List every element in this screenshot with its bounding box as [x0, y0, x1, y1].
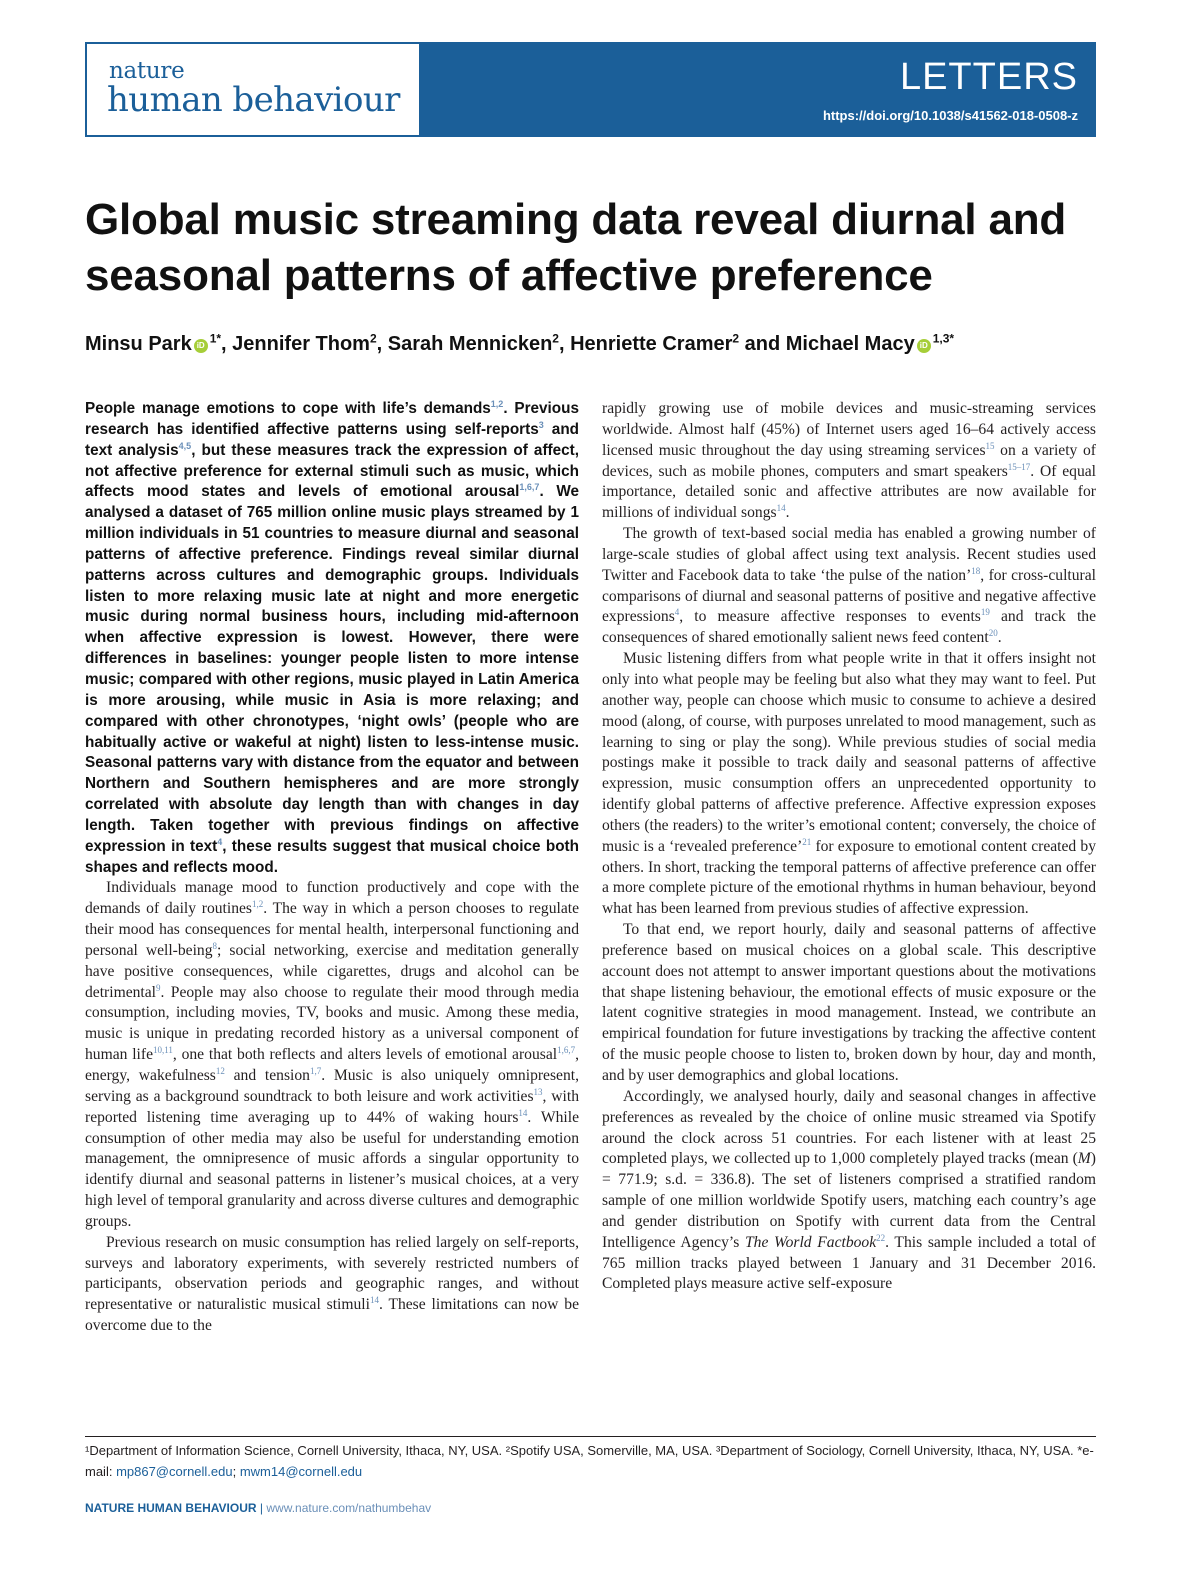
- orcid-icon[interactable]: iD: [194, 339, 208, 353]
- right-column: [602, 399, 1096, 1295]
- body-paragraph: To that end, we report hourly, daily and seasonal patterns of affective preference based on musical choices on a global scale. This descriptive account does not attempt to answer important questions about the motivations that shape listening behaviour, the emotional effects of music exposure or the latent cognitive strategies in mood management. Instead, we contribute an empirical foundation for future investigations by tracking the affective content of the music people choose to listen to, broken down by hour, day and month, and by user demographics and global locations.: [602, 921, 1096, 1084]
- citation-ref[interactable]: 22: [876, 1232, 886, 1243]
- email-link-1[interactable]: mp867@cornell.edu: [116, 1464, 233, 1479]
- author-affiliation-ref: 2: [369, 331, 377, 346]
- footer-url[interactable]: www.nature.com/nathumbehav: [266, 1501, 432, 1515]
- citation-ref[interactable]: 18: [971, 565, 981, 576]
- journal-header: [85, 42, 1096, 137]
- body-paragraph: Music listening differs from what people write in that it offers insight not only into what people may be feeling but also what they may want to feel. Put another way, people can choose which music to consume to achieve a desired mood (along, of course, with purposes unrelated to mood management, such as learning to sing or play the song). While previous studies of social media postings make it possible to track daily and seasonal patterns of affective expression, music consumption offers an unprecedented opportunity to identify global patterns of affective preference. Affective expression exposes others (the readers) to the writer’s emotional content; conversely, the choice of music is a ‘revealed preference’$^{21}$ for exposure to emotional content created by others. In short, tracking the temporal patterns of affective preference can offer a more complete picture of the emotional rhythms in human behaviour, beyond what has been learned from previous studies of affective expression.: [602, 650, 1096, 918]
- author-list: Minsu Park $iD^{1*}$, Jennifer Thom$^2$, Sarah Mennicken$^2$, Henriette Cramer$^2$ and Michael Macy $iD^{1,3*}$: [85, 331, 955, 355]
- footer-separator: |: [256, 1501, 267, 1515]
- citation-ref[interactable]: 9: [156, 982, 161, 993]
- citation-ref[interactable]: 13: [533, 1086, 543, 1097]
- right-body-text: [602, 399, 1096, 1295]
- affiliations-text: ¹Department of Information Science, Cornell University, Ithaca, NY, USA. ²Spotify USA, Somerville, MA, USA. ³Department of Sociology, Cornell University, Ithaca, NY, USA. *e-mail:: [85, 1443, 1094, 1479]
- header-banner: [419, 44, 1094, 135]
- italic-text: M: [1077, 1150, 1091, 1168]
- title-line-1: Global music streaming data reveal diurnal and: [85, 195, 1067, 244]
- citation-ref[interactable]: 8: [212, 940, 218, 951]
- author-affiliation-ref: 2: [732, 331, 740, 346]
- author-name: Sarah Mennicken: [387, 333, 553, 355]
- author-affiliation-ref: 1,3*: [932, 331, 955, 346]
- journal-name-small: nature: [109, 58, 185, 84]
- page-footer: [85, 1501, 431, 1515]
- footnote-divider: [85, 1436, 1096, 1437]
- title-line-2: seasonal patterns of affective preference: [85, 251, 933, 300]
- left-body-text: [85, 878, 579, 1337]
- citation-ref[interactable]: 1,7: [309, 1065, 322, 1076]
- citation-ref[interactable]: 4,5: [178, 440, 192, 451]
- email-separator: ;: [232, 1464, 240, 1479]
- affiliations-footnote: [85, 1440, 1096, 1482]
- author-name: Henriette Cramer: [570, 333, 733, 355]
- citation-ref[interactable]: 1,6,7: [519, 482, 540, 493]
- citation-ref[interactable]: 3: [538, 419, 544, 430]
- citation-ref[interactable]: 20: [988, 628, 998, 639]
- citation-ref[interactable]: 4: [217, 836, 223, 847]
- citation-ref[interactable]: 4: [674, 607, 680, 618]
- footer-journal: NATURE HUMAN BEHAVIOUR: [85, 1501, 257, 1515]
- author-affiliation-ref: 1*: [209, 331, 222, 346]
- body-paragraph: The growth of text-based social media has enabled a growing number of large-scale studies of global affect using text analysis. Recent studies used Twitter and Facebook data to take ‘the pulse of the nation’$^{18}$, for cross-cultural comparisons of diurnal and seasonal patterns of positive and negative affective expressions$^4$, to measure affective responses to events$^{19}$ and track the consequences of shared emotionally salient news feed content$^{20}$.: [602, 525, 1097, 647]
- citation-ref[interactable]: 21: [802, 836, 812, 847]
- abstract: People manage emotions to cope with life’s demands$^{1,2}$. Previous research has identified affective patterns using self-reports$^3$ and text analysis$^{4,5}$, but these measures track the expression of affect, not affective preference for external stimuli such as music, which affects mood states and levels of emotional arousal$^{1,6,7}$. We analysed a dataset of 765 million online music plays streamed by 1 million individuals in 51 countries to measure diurnal and seasonal patterns of affective preference. Findings reveal similar diurnal patterns across cultures and demographic groups. Individuals listen to more relaxing music late at night and more energetic music during normal business hours, including mid-afternoon when affective expression is lowest. However, there were differences in baselines: younger people listen to more intense music; compared with other regions, music played in Latin America is more arousing, while music in Asia is more relaxing; and compared with other chronotypes, ‘night owls’ (people who are habitually active or wakeful at night) listen to less-intense music. Seasonal patterns vary with distance from the equator and between Northern and Southern hemispheres and are more strongly correlated with absolute day length than with changes in day length. Taken together with previous findings on affective expression in text$^4$, these results suggest that musical choice both shapes and reflects mood.: [85, 398, 580, 876]
- citation-ref[interactable]: 1,2: [252, 899, 264, 910]
- citation-ref[interactable]: 14: [518, 1107, 528, 1118]
- citation-ref[interactable]: 19: [980, 607, 990, 618]
- left-column: [85, 399, 579, 1337]
- journal-name: human behaviour: [107, 80, 400, 120]
- section-label: LETTERS: [899, 56, 1078, 98]
- citation-ref[interactable]: 1,6,7: [557, 1044, 576, 1055]
- email-link-2[interactable]: mwm14@cornell.edu: [239, 1464, 363, 1479]
- citation-ref[interactable]: 14: [776, 503, 786, 514]
- author-name: Jennifer Thom: [232, 333, 370, 355]
- author-name: Michael Macy: [785, 333, 915, 355]
- article-title: [85, 192, 1105, 304]
- body-paragraph: Previous research on music consumption has relied largely on self-reports, surveys and laboratory experiments, with severely restricted numbers of participants, observation periods and geographic ranges, and without representative or naturalistic musical stimuli$^{14}$. These limitations can now be overcome due to the: [85, 1233, 580, 1335]
- body-paragraph: rapidly growing use of mobile devices and music-streaming services worldwide. Almost half (45%) of Internet users aged 16–64 actively access licensed music throughout the day using streaming services$^{15}$ on a variety of devices, such as mobile phones, computers and smart speakers$^{15-17}$. Of equal importance, detailed sonic and affective attributes are now available for millions of individual songs$^{14}$.: [602, 400, 1096, 522]
- citation-ref[interactable]: 15–17: [1007, 461, 1031, 472]
- citation-ref[interactable]: 14: [369, 1295, 379, 1306]
- citation-ref[interactable]: 1,2: [490, 398, 504, 409]
- doi-link[interactable]: https://doi.org/10.1038/s41562-018-0508-z: [822, 108, 1078, 123]
- italic-text: The World Factbook: [744, 1233, 877, 1251]
- citation-ref[interactable]: 15: [985, 440, 995, 451]
- citation-ref[interactable]: 12: [215, 1065, 225, 1076]
- body-paragraph: Accordingly, we analysed hourly, daily and seasonal changes in affective preferences as revealed by the choice of online music streamed via Spotify around the clock across 51 countries. For each listener with at least 25 completed plays, we collected up to 1,000 completely played tracks (mean (M) = 771.9; s.d. = 336.8). The set of listeners comprised a stratified random sample of one million worldwide Spotify users, matching each country’s age and gender distribution on Spotify with current data from the Central Intelligence Agency’s The World Factbook$^{22}$. This sample included a total of 765 million tracks played between 1 January and 31 December 2016. Completed plays measure active self-exposure: [602, 1087, 1096, 1293]
- author-affiliation-ref: 2: [552, 331, 559, 346]
- orcid-icon[interactable]: iD: [917, 339, 931, 353]
- body-paragraph: Individuals manage mood to function productively and cope with the demands of daily routines$^{1,2}$. The way in which a person chooses to regulate their mood has consequences for mental health, interpersonal functioning and personal well-being$^8$; social networking, exercise and meditation generally have positive consequences, while cigarettes, drugs and alcohol can be detrimental$^9$. People may also choose to regulate their mood through media consumption, including movies, TV, books and music. Among these media, music is unique in predating recorded history as a universal component of human life$^{10,11}$, one that both reflects and alters levels of emotional arousal$^{1,6,7}$, energy, wakefulness$^{12}$ and tension$^{1,7}$. Music is also uniquely omnipresent, serving as a background soundtrack to both leisure and work activities$^{13}$, with reported listening time averaging up to 44% of waking hours$^{14}$. While consumption of other media may also be useful for understanding emotion management, the omnipresence of music affords a singular opportunity to identify diurnal and seasonal patterns in listener’s musical choices, at a very high level of temporal granularity and across diverse cultures and demographic groups.: [85, 879, 579, 1230]
- citation-ref[interactable]: 10,11: [153, 1044, 173, 1055]
- author-name: Minsu Park: [85, 333, 192, 355]
